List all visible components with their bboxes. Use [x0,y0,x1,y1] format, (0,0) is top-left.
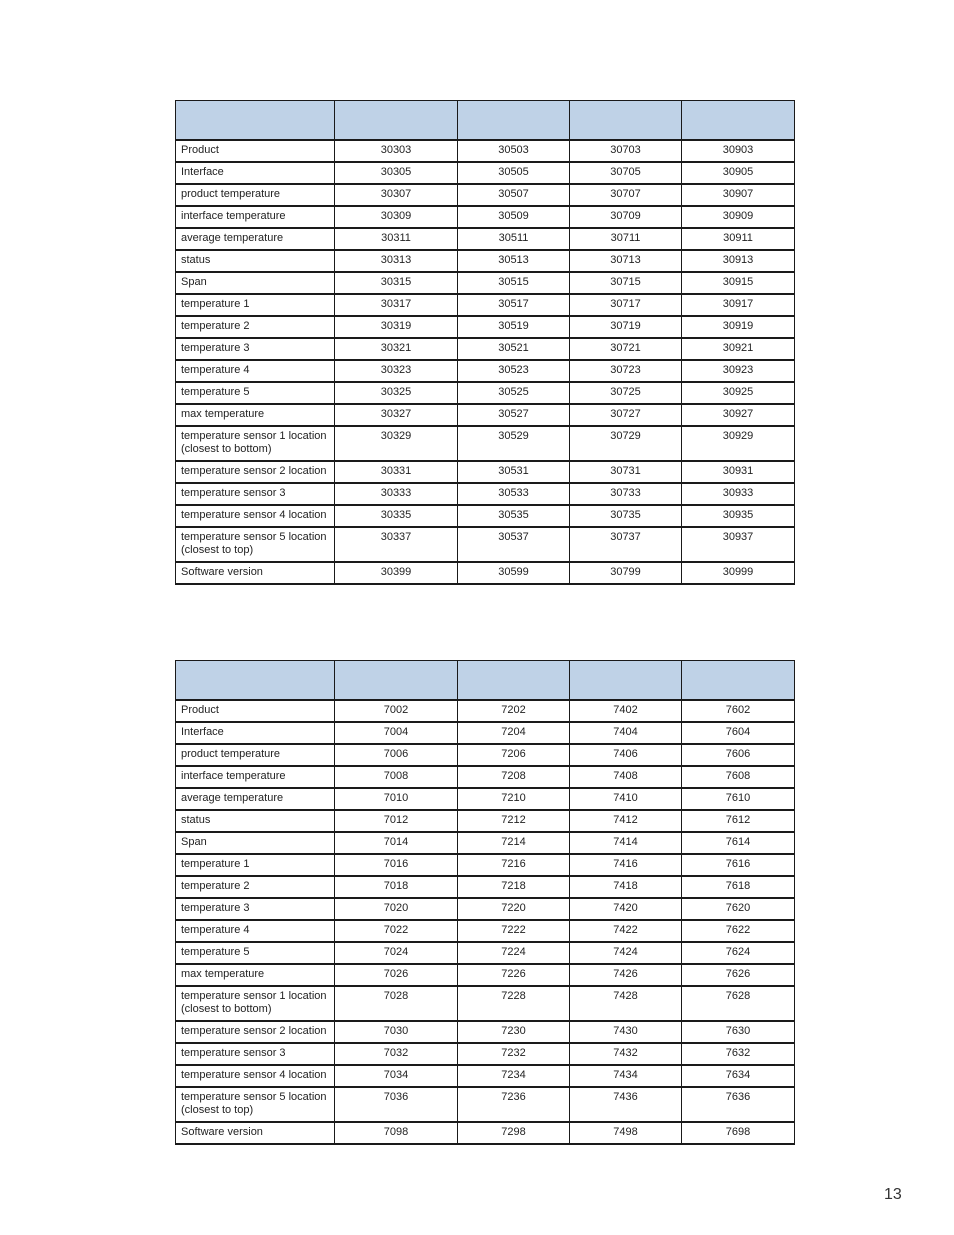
header-cell [458,101,570,141]
row-label: temperature sensor 4 location [176,1065,335,1087]
register-value: 30705 [570,162,682,184]
table-row [176,250,795,272]
table-row [176,810,795,832]
register-value: 30333 [335,483,458,505]
register-value: 7628 [682,986,795,1021]
register-value: 30331 [335,461,458,483]
table-row [176,854,795,876]
register-value: 7618 [682,876,795,898]
row-label: temperature 2 [176,876,335,898]
register-value: 7024 [335,942,458,964]
register-value: 30335 [335,505,458,527]
register-value: 30799 [570,562,682,584]
table-row [176,986,795,1021]
register-value: 30337 [335,527,458,562]
table-row [176,1043,795,1065]
row-label: temperature 1 [176,854,335,876]
table-row [176,744,795,766]
register-value: 7426 [570,964,682,986]
register-value: 30533 [458,483,570,505]
table-row [176,140,795,162]
header-cell [682,101,795,141]
register-value: 7614 [682,832,795,854]
register-value: 30725 [570,382,682,404]
register-value: 30915 [682,272,795,294]
register-value: 7230 [458,1021,570,1043]
register-value: 7010 [335,788,458,810]
table-header-row [176,661,795,701]
register-value: 7008 [335,766,458,788]
row-label: temperature 3 [176,338,335,360]
register-value: 7224 [458,942,570,964]
register-value: 30917 [682,294,795,316]
row-label: temperature sensor 3 [176,1043,335,1065]
register-value: 7020 [335,898,458,920]
register-value: 30709 [570,206,682,228]
register-value: 30919 [682,316,795,338]
row-label: average temperature [176,788,335,810]
row-label: status [176,250,335,272]
row-label: Interface [176,162,335,184]
table-row [176,382,795,404]
register-table-1 [175,100,795,585]
table-row [176,404,795,426]
register-value: 30321 [335,338,458,360]
table-row [176,700,795,722]
register-value: 30525 [458,382,570,404]
register-value: 7636 [682,1087,795,1122]
register-value: 7430 [570,1021,682,1043]
register-value: 30729 [570,426,682,461]
register-value: 30713 [570,250,682,272]
register-value: 30309 [335,206,458,228]
register-value: 30507 [458,184,570,206]
row-label: average temperature [176,228,335,250]
row-label: interface temperature [176,206,335,228]
register-value: 30515 [458,272,570,294]
table-row [176,1021,795,1043]
register-value: 7022 [335,920,458,942]
table-header-row [176,101,795,141]
row-label: Software version [176,562,335,584]
register-value: 30303 [335,140,458,162]
row-label: Interface [176,722,335,744]
table-row [176,426,795,461]
register-value: 7412 [570,810,682,832]
table-row [176,722,795,744]
register-value: 30703 [570,140,682,162]
register-value: 7616 [682,854,795,876]
register-value: 30523 [458,360,570,382]
table-row [176,162,795,184]
register-value: 7424 [570,942,682,964]
register-value: 30733 [570,483,682,505]
register-value: 30323 [335,360,458,382]
row-label: Span [176,832,335,854]
register-value: 7202 [458,700,570,722]
row-label: status [176,810,335,832]
table-row [176,920,795,942]
register-value: 30307 [335,184,458,206]
table-row [176,505,795,527]
register-value: 7220 [458,898,570,920]
register-value: 7428 [570,986,682,1021]
table-row [176,527,795,562]
register-value: 30927 [682,404,795,426]
table-row [176,1065,795,1087]
row-label: max temperature [176,404,335,426]
table-row [176,360,795,382]
header-cell [682,661,795,701]
header-cell [570,101,682,141]
register-value: 30305 [335,162,458,184]
header-cell [458,661,570,701]
register-value: 30319 [335,316,458,338]
table-row [176,483,795,505]
register-value: 7604 [682,722,795,744]
register-value: 7620 [682,898,795,920]
register-value: 30313 [335,250,458,272]
register-value: 30903 [682,140,795,162]
register-value: 30719 [570,316,682,338]
register-value: 30707 [570,184,682,206]
register-value: 30929 [682,426,795,461]
register-value: 7226 [458,964,570,986]
register-value: 30935 [682,505,795,527]
register-value: 30715 [570,272,682,294]
register-value: 30511 [458,228,570,250]
row-label: temperature 4 [176,920,335,942]
register-value: 7212 [458,810,570,832]
register-value: 7404 [570,722,682,744]
register-value: 7218 [458,876,570,898]
register-value: 7406 [570,744,682,766]
register-value: 7422 [570,920,682,942]
register-value: 7208 [458,766,570,788]
table-row [176,294,795,316]
header-cell [176,661,335,701]
register-value: 30529 [458,426,570,461]
register-value: 7410 [570,788,682,810]
row-label: max temperature [176,964,335,986]
register-value: 30509 [458,206,570,228]
table-row [176,184,795,206]
register-value: 7402 [570,700,682,722]
row-label: temperature sensor 5 location (closest to top) [176,527,335,562]
register-value: 7432 [570,1043,682,1065]
register-value: 7626 [682,964,795,986]
table-row [176,1122,795,1144]
register-value: 7036 [335,1087,458,1122]
register-value: 7030 [335,1021,458,1043]
register-value: 7634 [682,1065,795,1087]
row-label: temperature sensor 2 location [176,1021,335,1043]
register-value: 7014 [335,832,458,854]
row-label: temperature 5 [176,382,335,404]
register-value: 30727 [570,404,682,426]
row-label: interface temperature [176,766,335,788]
register-value: 7214 [458,832,570,854]
register-value: 30933 [682,483,795,505]
table-row [176,876,795,898]
register-value: 7608 [682,766,795,788]
register-value: 30921 [682,338,795,360]
register-value: 30311 [335,228,458,250]
register-value: 30999 [682,562,795,584]
row-label: temperature sensor 3 [176,483,335,505]
register-value: 7004 [335,722,458,744]
register-value: 7418 [570,876,682,898]
register-value: 30503 [458,140,570,162]
table-row [176,562,795,584]
header-cell [176,101,335,141]
register-value: 7416 [570,854,682,876]
register-value: 30913 [682,250,795,272]
table-row [176,338,795,360]
register-value: 30923 [682,360,795,382]
register-value: 30317 [335,294,458,316]
register-value: 30717 [570,294,682,316]
table-row [176,964,795,986]
row-label: temperature sensor 4 location [176,505,335,527]
register-value: 30531 [458,461,570,483]
row-label: temperature sensor 1 location (closest to bottom) [176,986,335,1021]
header-cell [570,661,682,701]
register-value: 30735 [570,505,682,527]
register-value: 7210 [458,788,570,810]
row-label: Span [176,272,335,294]
register-value: 30327 [335,404,458,426]
register-value: 30907 [682,184,795,206]
table-row [176,788,795,810]
table-row [176,272,795,294]
table-row [176,898,795,920]
register-value: 7012 [335,810,458,832]
register-value: 30599 [458,562,570,584]
register-value: 30937 [682,527,795,562]
register-value: 30737 [570,527,682,562]
register-value: 7498 [570,1122,682,1144]
register-value: 30711 [570,228,682,250]
register-value: 30519 [458,316,570,338]
register-value: 30931 [682,461,795,483]
register-value: 7206 [458,744,570,766]
register-value: 30315 [335,272,458,294]
row-label: temperature 5 [176,942,335,964]
register-value: 7026 [335,964,458,986]
register-value: 7298 [458,1122,570,1144]
register-value: 30909 [682,206,795,228]
register-value: 30517 [458,294,570,316]
row-label: Software version [176,1122,335,1144]
register-value: 7234 [458,1065,570,1087]
table-row [176,1087,795,1122]
register-value: 30723 [570,360,682,382]
register-value: 30513 [458,250,570,272]
register-value: 30329 [335,426,458,461]
row-label: temperature sensor 5 location (closest to top) [176,1087,335,1122]
row-label: product temperature [176,184,335,206]
row-label: Product [176,140,335,162]
register-table-2 [175,660,795,1145]
register-value: 7236 [458,1087,570,1122]
row-label: Product [176,700,335,722]
register-value: 7624 [682,942,795,964]
register-value: 7420 [570,898,682,920]
register-value: 7006 [335,744,458,766]
row-label: temperature 2 [176,316,335,338]
row-label: temperature 3 [176,898,335,920]
table-row [176,832,795,854]
table-row [176,316,795,338]
register-value: 30731 [570,461,682,483]
row-label: temperature 4 [176,360,335,382]
register-value: 7232 [458,1043,570,1065]
register-value: 30399 [335,562,458,584]
table-row [176,461,795,483]
register-value: 7612 [682,810,795,832]
register-value: 7016 [335,854,458,876]
register-value: 7436 [570,1087,682,1122]
register-value: 7034 [335,1065,458,1087]
register-value: 7622 [682,920,795,942]
register-value: 7434 [570,1065,682,1087]
row-label: product temperature [176,744,335,766]
register-value: 30925 [682,382,795,404]
table-row [176,206,795,228]
page-number: 13 [884,1186,902,1203]
register-value: 7228 [458,986,570,1021]
register-value: 7610 [682,788,795,810]
register-value: 7216 [458,854,570,876]
register-value: 30905 [682,162,795,184]
register-value: 7098 [335,1122,458,1144]
register-value: 30721 [570,338,682,360]
register-value: 7606 [682,744,795,766]
register-value: 7032 [335,1043,458,1065]
row-label: temperature 1 [176,294,335,316]
register-value: 7632 [682,1043,795,1065]
row-label: temperature sensor 2 location [176,461,335,483]
row-label: temperature sensor 1 location (closest to bottom) [176,426,335,461]
register-value: 7408 [570,766,682,788]
register-value: 30505 [458,162,570,184]
register-value: 7018 [335,876,458,898]
register-value: 30527 [458,404,570,426]
register-value: 7204 [458,722,570,744]
header-cell [335,661,458,701]
register-value: 30325 [335,382,458,404]
register-value: 30535 [458,505,570,527]
header-cell [335,101,458,141]
table-row [176,942,795,964]
register-value: 7222 [458,920,570,942]
register-value: 7414 [570,832,682,854]
register-value: 7602 [682,700,795,722]
register-value: 30521 [458,338,570,360]
register-value: 7698 [682,1122,795,1144]
table-row [176,766,795,788]
table-row [176,228,795,250]
register-value: 7630 [682,1021,795,1043]
register-value: 7028 [335,986,458,1021]
register-value: 30911 [682,228,795,250]
register-value: 7002 [335,700,458,722]
register-value: 30537 [458,527,570,562]
